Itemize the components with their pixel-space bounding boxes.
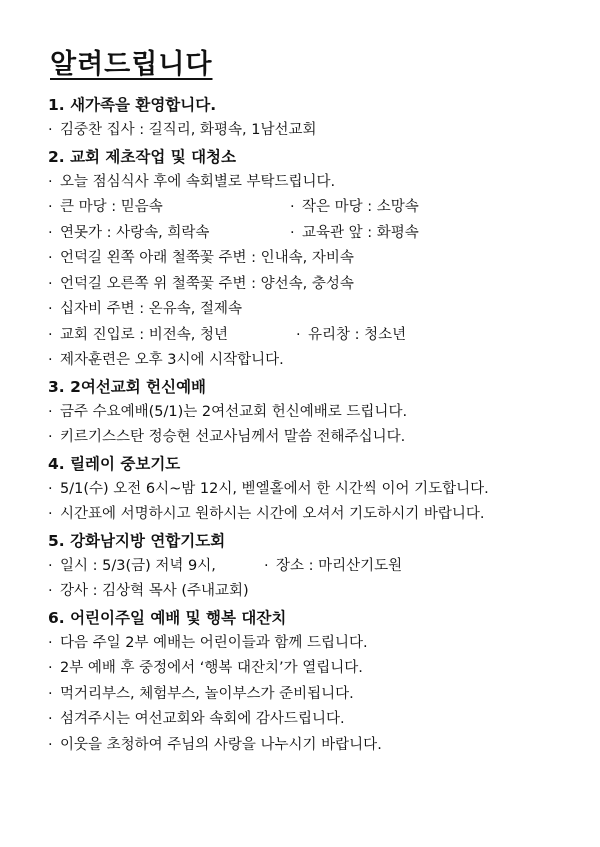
bullet: · bbox=[48, 480, 53, 497]
bullet: · bbox=[48, 224, 53, 241]
bullet: · bbox=[48, 685, 53, 702]
item-text: 오늘 점심식사 후에 속회별로 부탁드립니다. bbox=[60, 173, 336, 190]
bullet: · bbox=[48, 173, 53, 190]
bullet: · bbox=[48, 634, 53, 651]
bullet: · bbox=[48, 275, 53, 292]
section-title: 4. 릴레이 중보기도 bbox=[48, 454, 181, 473]
section-title: 6. 어린이주일 예배 및 행복 대잔치 bbox=[48, 608, 287, 627]
list-item bbox=[48, 297, 593, 323]
item-text: 김중찬 집사 : 길직리, 화평속, 1남선교회 bbox=[60, 122, 317, 138]
list-item bbox=[48, 272, 593, 298]
list-item bbox=[48, 733, 593, 759]
item-text: 시간표에 서명하시고 원하시는 시간에 오셔서 기도하시기 바랍니다. bbox=[60, 506, 485, 522]
item-text: 2부 예배 후 중정에서 ‘행복 대잔치’가 열립니다. bbox=[60, 660, 363, 676]
item-text: 5/1(수) 오전 6시~밤 12시, 벧엘홀에서 한 시간씩 이어 기도합니다. bbox=[60, 480, 489, 497]
list-item bbox=[48, 579, 593, 605]
list-item bbox=[48, 323, 593, 349]
bullet: · bbox=[48, 711, 53, 727]
list-item bbox=[48, 554, 593, 580]
list-item bbox=[48, 221, 593, 247]
bullet: · bbox=[290, 224, 295, 241]
section-prayer-relay bbox=[48, 451, 593, 528]
bullet: · bbox=[48, 429, 53, 445]
bullet: · bbox=[48, 736, 53, 753]
item-text: 키르기스스탄 정승현 선교사님께서 말씀 전해주십니다. bbox=[60, 429, 406, 445]
section-joint-prayer bbox=[48, 528, 593, 605]
item-right bbox=[290, 195, 419, 221]
item-text: 교회 진입로 : 비전속, 청년 bbox=[60, 326, 229, 343]
section-cleanup bbox=[48, 144, 593, 374]
item-text: 언덕길 왼쪽 아래 철쭉꽃 주변 : 인내속, 자비속 bbox=[60, 250, 354, 266]
bullet: · bbox=[48, 557, 53, 574]
item-text: 큰 마당 : 믿음속 bbox=[60, 199, 163, 215]
bullet: · bbox=[264, 557, 269, 574]
list-item bbox=[48, 656, 593, 682]
bullet: · bbox=[48, 250, 53, 266]
item-text: 섬겨주시는 여선교회와 속회에 감사드립니다. bbox=[60, 711, 345, 727]
bullet: · bbox=[290, 199, 295, 215]
section-title: 5. 강화남지방 연합기도회 bbox=[48, 531, 226, 550]
list-item bbox=[48, 348, 593, 374]
item-text: 십자비 주변 : 온유속, 절제속 bbox=[60, 301, 243, 317]
announcement-list bbox=[48, 92, 593, 758]
item-right bbox=[296, 323, 406, 349]
item-text: 먹거리부스, 체험부스, 놀이부스가 준비됩니다. bbox=[60, 685, 354, 702]
item-text: 강사 : 김상혁 목사 (주내교회) bbox=[60, 583, 249, 599]
section-title: 3. 2여선교회 헌신예배 bbox=[48, 377, 207, 396]
list-item bbox=[48, 477, 593, 503]
bullet: · bbox=[48, 403, 53, 420]
item-right bbox=[264, 554, 402, 580]
list-item bbox=[48, 170, 593, 196]
section-title: 2. 교회 제초작업 및 대청소 bbox=[48, 147, 236, 166]
item-right-text: 작은 마당 : 소망속 bbox=[302, 199, 419, 215]
item-text: 연못가 : 사랑속, 희락속 bbox=[60, 224, 210, 241]
item-text: 다음 주일 2부 예배는 어린이들과 함께 드립니다. bbox=[60, 634, 368, 651]
list-item bbox=[48, 631, 593, 657]
section-worship bbox=[48, 374, 593, 451]
item-text: 일시 : 5/3(금) 저녁 9시, bbox=[60, 557, 216, 574]
bullet: · bbox=[48, 122, 53, 138]
list-item bbox=[48, 502, 593, 528]
list-item bbox=[48, 400, 593, 426]
bullet: · bbox=[48, 506, 53, 522]
section-new-family bbox=[48, 92, 593, 144]
bullet: · bbox=[48, 583, 53, 599]
bullet: · bbox=[48, 199, 53, 215]
bullet: · bbox=[48, 301, 53, 317]
list-item bbox=[48, 118, 593, 144]
item-right-text: 장소 : 마리산기도원 bbox=[276, 557, 403, 574]
bullet: · bbox=[48, 352, 53, 368]
item-right bbox=[290, 221, 419, 247]
list-item bbox=[48, 682, 593, 708]
list-item bbox=[48, 707, 593, 733]
item-right-text: 유리창 : 청소년 bbox=[308, 326, 407, 343]
page-title: 알려드립니다 bbox=[50, 49, 213, 80]
item-right-text: 교육관 앞 : 화평속 bbox=[302, 224, 419, 241]
list-item bbox=[48, 195, 593, 221]
bullet: · bbox=[48, 660, 53, 676]
section-childrens-day bbox=[48, 605, 593, 759]
item-text: 금주 수요예배(5/1)는 2여선교회 헌신예배로 드립니다. bbox=[60, 403, 408, 420]
bullet: · bbox=[48, 326, 53, 343]
list-item bbox=[48, 246, 593, 272]
item-text: 제자훈련은 오후 3시에 시작합니다. bbox=[60, 352, 284, 368]
item-text: 언덕길 오른쪽 위 철쭉꽃 주변 : 양선속, 충성속 bbox=[60, 275, 354, 292]
list-item bbox=[48, 425, 593, 451]
bullet: · bbox=[296, 326, 301, 343]
section-title: 1. 새가족을 환영합니다. bbox=[48, 96, 217, 114]
item-text: 이웃을 초청하여 주님의 사랑을 나누시기 바랍니다. bbox=[60, 736, 382, 753]
